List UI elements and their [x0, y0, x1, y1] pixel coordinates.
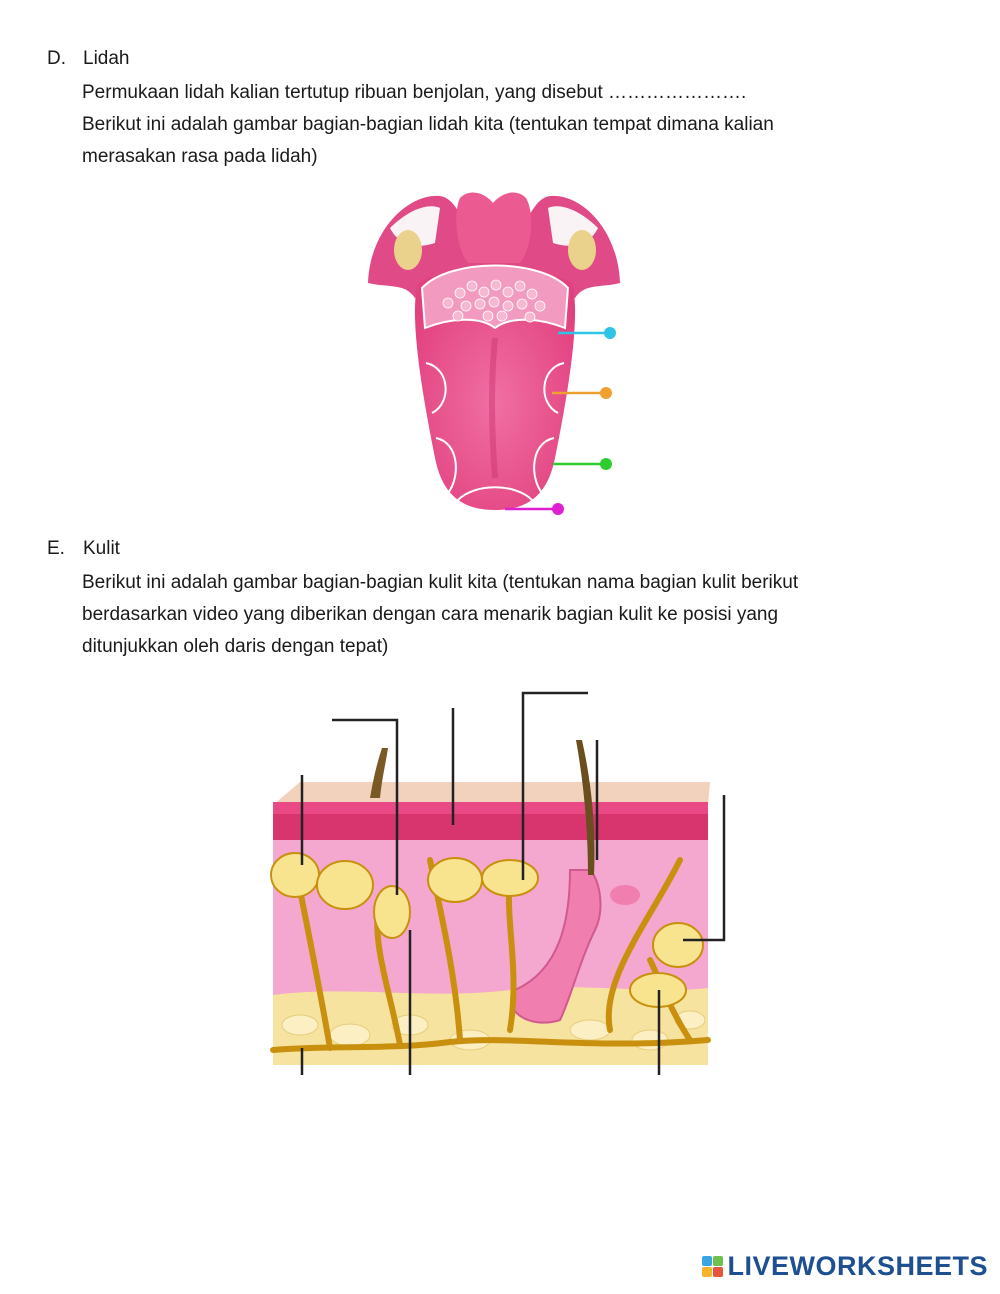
liveworksheets-logo-icon: [702, 1256, 723, 1277]
section-e-line-2: berdasarkan video yang diberikan dengan cara menarik bagian kulit ke posisi yang: [82, 604, 779, 625]
section-d-line-1: Permukaan lidah kalian tertutup ribuan benjolan, yang disebut ………………….: [82, 82, 747, 103]
section-d-line-2: Berikut ini adalah gambar bagian-bagian lidah kita (tentukan tempat dimana kalian: [82, 114, 774, 135]
section-e-title: Kulit: [83, 538, 120, 559]
section-e-paragraph: [82, 567, 942, 663]
section-e-line-1: Berikut ini adalah gambar bagian-bagian kulit kita (tentukan nama bagian kulit berikut: [82, 572, 799, 593]
section-e-letter: E.: [47, 538, 65, 559]
section-d-title: Lidah: [83, 48, 130, 69]
tongue-diagram: [360, 188, 630, 523]
liveworksheets-logo: [702, 1251, 988, 1282]
section-d-paragraph: [82, 77, 942, 173]
brand-name: LIVEWORKSHEETS: [727, 1251, 988, 1281]
section-e-line-3: ditunjukkan oleh daris dengan tepat): [82, 636, 389, 657]
section-d-letter: D.: [47, 48, 66, 69]
skin-cross-section-diagram: [270, 690, 730, 1080]
section-d-line-3: merasakan rasa pada lidah): [82, 146, 318, 167]
